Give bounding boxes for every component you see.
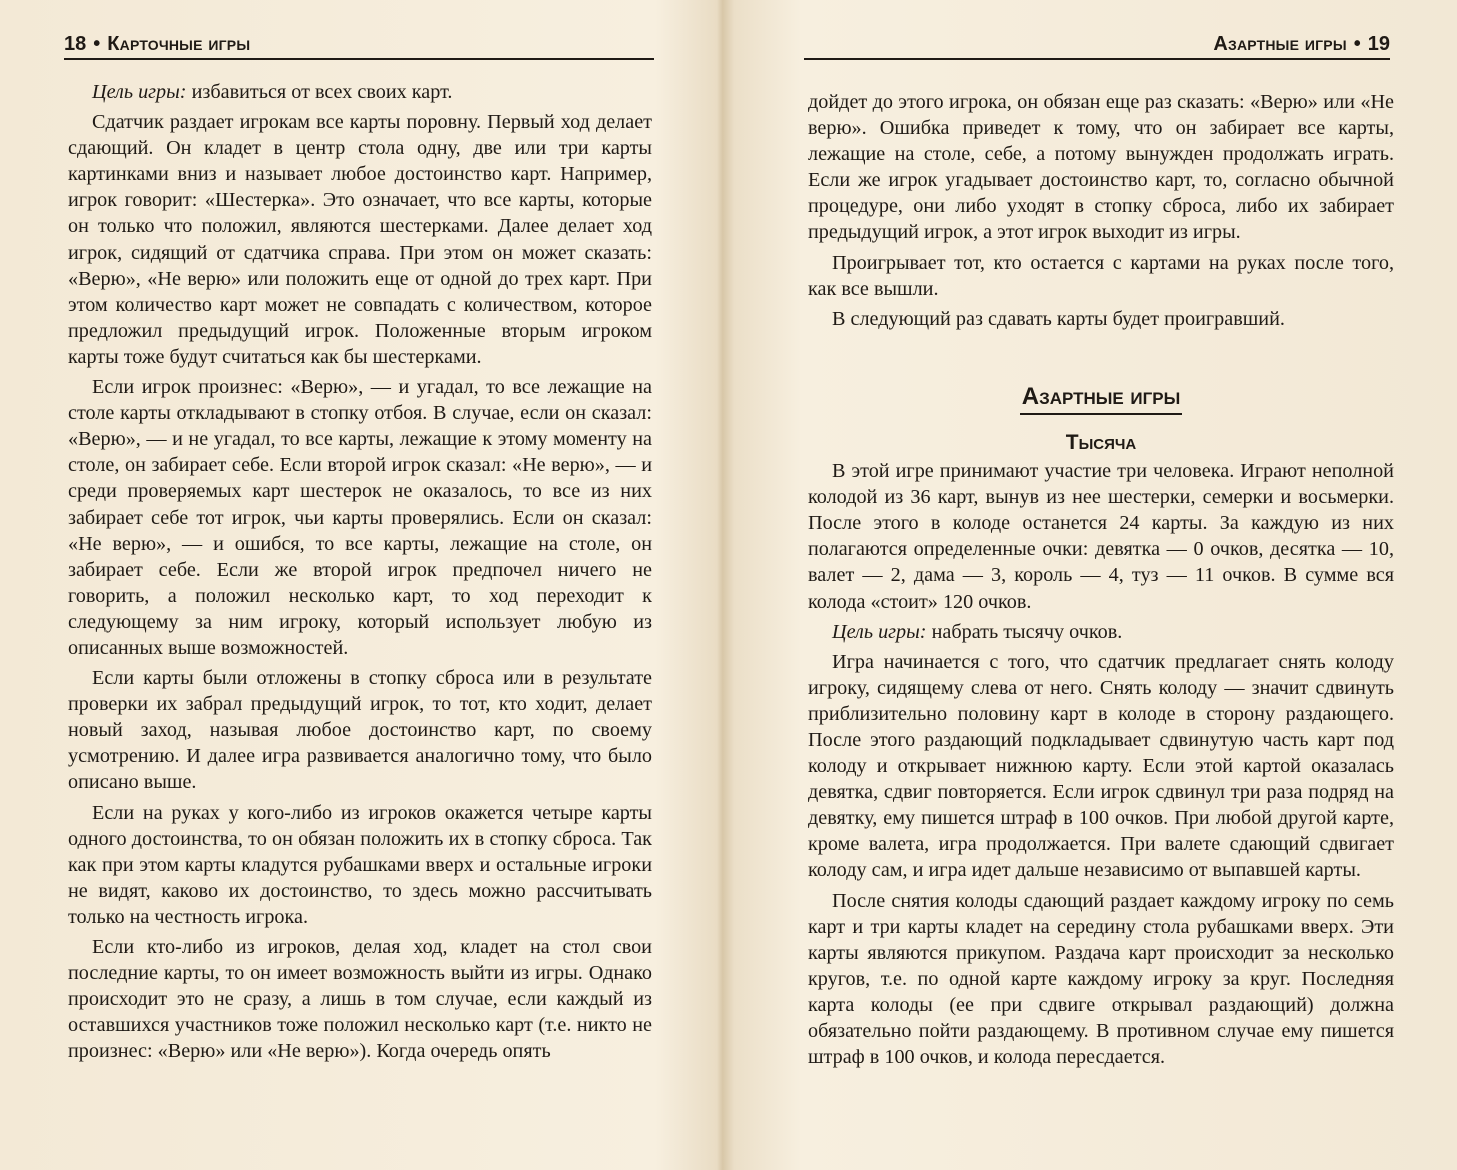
right-page bbox=[732, 0, 1457, 1170]
paragraph: Игра начинается с того, что сдатчик предлагает снять колоду игроку, сидящему слева от него. Снять колоду — значит сдвинуть приблизительно половину карт в колоде в сторону раздающего. После этого раздающий подкладывает сдвинутую часть карт под колоду и открывает нижнюю карту. Если этой картой оказалась девятка, сдвиг повторяется. Если игрок сдвинул три раза подряд на девятку, ему пишется штраф в 100 очков. При любой другой карте, кроме валета, игра продолжается. При валете сдающий сдвигает колоду сам, и игра идет дальше независимо от выпавшей карты. bbox=[808, 650, 1394, 882]
separator-dot: • bbox=[1353, 33, 1361, 55]
paragraph-text: набрать тысячу очков. bbox=[926, 620, 1123, 643]
separator-dot: • bbox=[93, 33, 101, 55]
section-title bbox=[808, 384, 1394, 410]
left-body-text bbox=[68, 79, 652, 1068]
right-running-head bbox=[804, 26, 1390, 60]
subsection-title: Тысяча bbox=[1065, 430, 1137, 454]
section-title-text: Азартные игры bbox=[1020, 383, 1183, 415]
paragraph: После снятия колоды сдающий раздает каждому игроку по семь карт и три карты кладет на середину стола рубашками вверх. Эти карты являются прикупом. Раздача карт происходит за несколько кругов, т.е. по одной карте каждому игроку за круг. Последняя карта колоды (ее при сдвиге открывал раздающий) должна обязательно пойти раздающему. В противном случае ему пишется штраф в 100 очков, и колода пересдается. bbox=[808, 889, 1394, 1069]
left-page-number: 18 bbox=[64, 33, 87, 55]
paragraph: Проигрывает тот, кто остается с картами на руках после того, как все вышли. bbox=[808, 251, 1394, 300]
paragraph: Если кто-либо из игроков, делая ход, кладет на стол свои последние карты, то он имеет возможность выйти из игры. Однако происходит это не сразу, а лишь в том случае, если каждый из оставшихся участников тоже положил несколько карт (т.е. никто не произнес: «Верю» или «Не верю»). Когда очередь опять bbox=[68, 936, 652, 1063]
left-page bbox=[0, 0, 725, 1170]
paragraph bbox=[68, 79, 652, 105]
paragraph: дойдет до этого игрока, он обязан еще раз сказать: «Верю» или «Не верю». Ошибка приведет к тому, что он забирает все карты, лежащие на столе, себе, а потому вынужден продолжать играть. Если же игрок угадывает достоинство карт, то, согласно обычной процедуре, они либо уходят в стопку сброса, либо их забирает предыдущий игрок, а этот игрок выходит из игры. bbox=[808, 91, 1394, 244]
section-spacer bbox=[808, 336, 1394, 384]
paragraph: Если карты были отложены в стопку сброса или в результате проверки их забрал предыдущий игрок, то тот, кто ходит, делает новый заход, называя любое достоинство карт, по своему усмотрению. И далее игра развивается аналогично тому, что было описано выше. bbox=[68, 667, 652, 794]
goal-label: Цель игры: bbox=[832, 620, 927, 643]
left-running-head bbox=[64, 26, 654, 60]
right-body-text bbox=[808, 89, 1394, 1074]
paragraph: Если игрок произнес: «Верю», — и угадал, то все лежащие на столе карты откладывают в стопку отбоя. В случае, если он сказал: «Верю», — и не угадал, то все карты, лежащие к этому моменту на столе, он забирает себе. Если второй игрок сказал: «Не верю», — и среди проверяемых карт шестерок не оказалось, то все из них забирает себе тот игрок, чьи карты проверялись. Если он сказал: «Не верю», — и ошибся, то все карты, лежащие на столе, он забирает себе. Если же второй игрок предпочел ничего не говорить, а положил несколько карт, то ход переходит к следующему за ним игроку, который использует любую из описанных выше возможностей. bbox=[68, 376, 652, 659]
paragraph: В этой игре принимают участие три человека. Играют неполной колодой из 36 карт, вынув из нее шестерки, семерки и восьмерки. После этого в колоде останется 24 карты. За каждую из них полагаются определенные очки: девятка — 0 очков, десятка — 10, валет — 2, дама — 3, король — 4, туз — 11 очков. В сумме вся колода «стоит» 120 очков. bbox=[808, 460, 1394, 613]
paragraph: В следующий раз сдавать карты будет проигравший. bbox=[832, 307, 1285, 330]
paragraph-text: избавиться от всех своих карт. bbox=[186, 81, 453, 103]
paragraph bbox=[808, 619, 1394, 645]
right-running-title: Азартные игры bbox=[1213, 33, 1347, 55]
goal-label: Цель игры: bbox=[92, 81, 187, 103]
paragraph: Если на руках у кого-либо из игроков окажется четыре карты одного достоинства, то он обязан положить их в стопку сброса. Так как при этом карты кладутся рубашками вверх и остальные игроки не видят, каково их достоинство, то здесь можно рассчитывать только на честность игрока. bbox=[68, 801, 652, 928]
left-running-title: Карточные игры bbox=[107, 33, 251, 55]
right-page-number: 19 bbox=[1367, 33, 1390, 55]
paragraph: Сдатчик раздает игрокам все карты поровну. Первый ход делает сдающий. Он кладет в центр стола одну, две или три карты картинками вниз и называет любое достоинство карт. Например, игрок говорит: «Шестерка». Это означает, что все карты, которые он только что положил, являются шестерками. Далее делает ход игрок, сидящий от сдатчика справа. При этом он может сказать: «Верю», «Не верю» или положить еще от одной до трех карт. При этом количество карт может не совпадать с количеством, которое предложил предыдущий игрок. Положенные вторым игроком карты тоже будут считаться как бы шестерками. bbox=[68, 111, 652, 368]
